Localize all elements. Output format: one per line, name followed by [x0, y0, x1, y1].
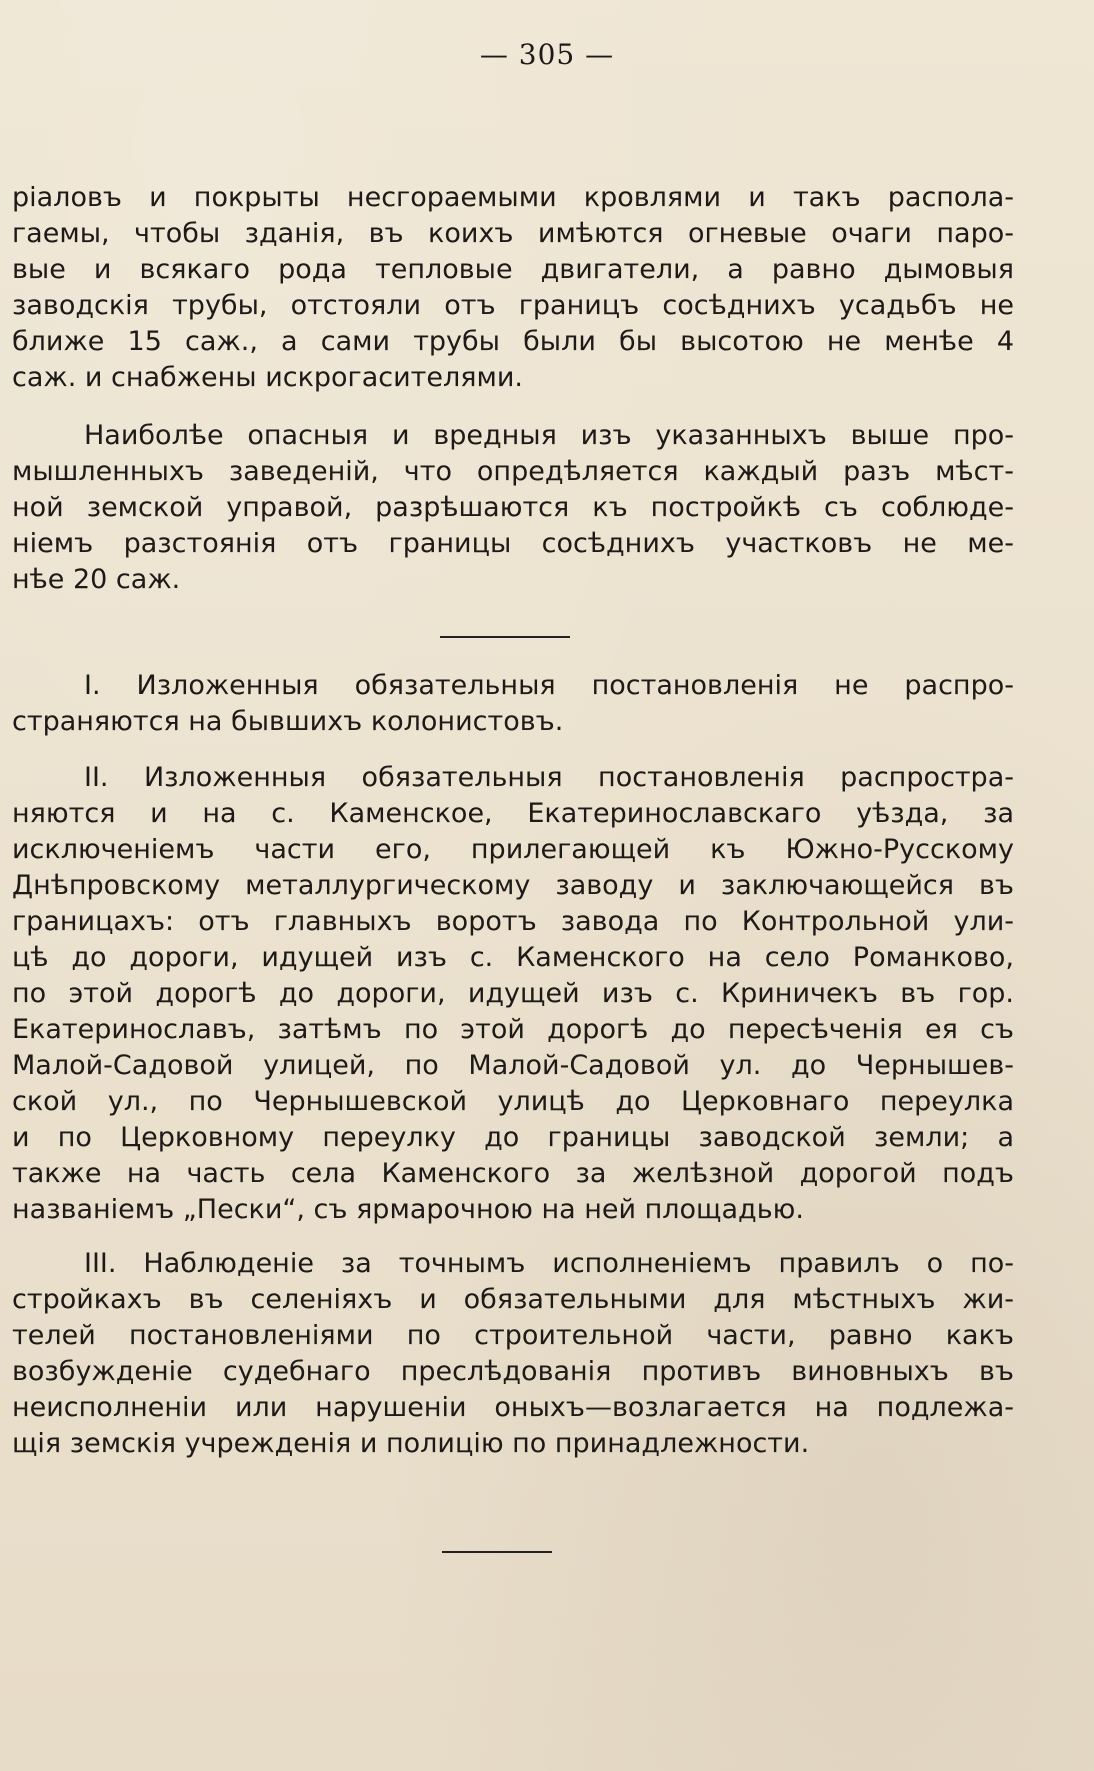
text-line: саж. и снабжены искрогасителями. [12, 362, 524, 393]
text-line: и по Церковному переулку до границы заводской земли; а [12, 1122, 1014, 1153]
text-line: цѣ до дороги, идущей изъ с. Каменского на село Романково, [12, 942, 1014, 973]
text-line: исключеніемъ части его, прилегающей къ Южно-Русскому [12, 834, 1014, 865]
text-line: мышленныхъ заведеній, что опредѣляется каждый разъ мѣст- [12, 456, 1014, 487]
paragraph-section-i [12, 668, 1014, 740]
text-line: ной земской управой, разрѣшаются къ постройкѣ съ соблюде- [12, 492, 1014, 523]
paragraph-dangerous-establishments [12, 418, 1014, 598]
text-line: Малой-Садовой улицей, по Малой-Садовой ул. до Чернышев- [12, 1050, 1014, 1081]
text-line: неисполненіи или нарушеніи оныхъ—возлагается на подлежа- [12, 1392, 1014, 1423]
text-line: возбужденіе судебнаго преслѣдованія противъ виновныхъ въ [12, 1356, 1014, 1387]
text-line: страняются на бывшихъ колонистовъ. [12, 706, 564, 737]
text-line: няются и на с. Каменское, Екатеринославскаго уѣзда, за [12, 798, 1014, 829]
text-line: телей постановленіями по строительной части, равно какъ [12, 1320, 1014, 1351]
text-line: также на часть села Каменского за желѣзной дорогой подъ [12, 1158, 1014, 1189]
text-line: ріаловъ и покрыты несгораемыми кровлями и такъ распола- [12, 182, 1014, 213]
text-line: щія земскія учрежденія и полицію по принадлежности. [12, 1428, 810, 1459]
text-line: II. Изложенныя обязательныя постановленія распростра- [84, 762, 1014, 793]
text-line: гаемы, чтобы зданія, въ коихъ имѣются огневые очаги паро- [12, 218, 1014, 249]
text-line: нѣе 20 саж. [12, 564, 181, 595]
text-line: стройкахъ въ селеніяхъ и обязательными для мѣстныхъ жи- [12, 1284, 1014, 1315]
text-line: ближе 15 саж., а сами трубы были бы высотою не менѣе 4 [12, 326, 1014, 357]
section-divider [440, 636, 570, 638]
text-line: Наиболѣе опасныя и вредныя изъ указанныхъ выше про- [84, 420, 1014, 451]
text-line: границахъ: отъ главныхъ воротъ завода по Контрольной ули- [12, 906, 1014, 937]
text-line: по этой дорогѣ до дороги, идущей изъ с. Криничекъ въ гор. [12, 978, 1014, 1009]
text-line: вые и всякаго рода тепловые двигатели, а равно дымовыя [12, 254, 1014, 285]
text-line: заводскія трубы, отстояли отъ границъ сосѣднихъ усадьбъ не [12, 290, 1014, 321]
text-line: названіемъ „Пески“, съ ярмарочною на ней площадью. [12, 1194, 804, 1225]
paragraph-section-ii [12, 760, 1014, 1228]
text-line: Екатеринославъ, затѣмъ по этой дорогѣ до пересѣченія ея съ [12, 1014, 1014, 1045]
text-line: I. Изложенныя обязательныя постановленія не распро- [84, 670, 1014, 701]
paragraph-materials [12, 180, 1014, 396]
page-number: — 305 — [479, 38, 615, 71]
paragraph-section-iii [12, 1246, 1014, 1462]
text-line: III. Наблюденіе за точнымъ исполненіемъ правилъ о по- [84, 1248, 1014, 1279]
text-line: ской ул., по Чернышевской улицѣ до Церковнаго переулка [12, 1086, 1014, 1117]
text-line: Днѣпровскому металлургическому заводу и заключающейся въ [12, 870, 1014, 901]
text-line: ніемъ разстоянія отъ границы сосѣднихъ участковъ не ме- [12, 528, 1014, 559]
end-divider [442, 1551, 552, 1553]
